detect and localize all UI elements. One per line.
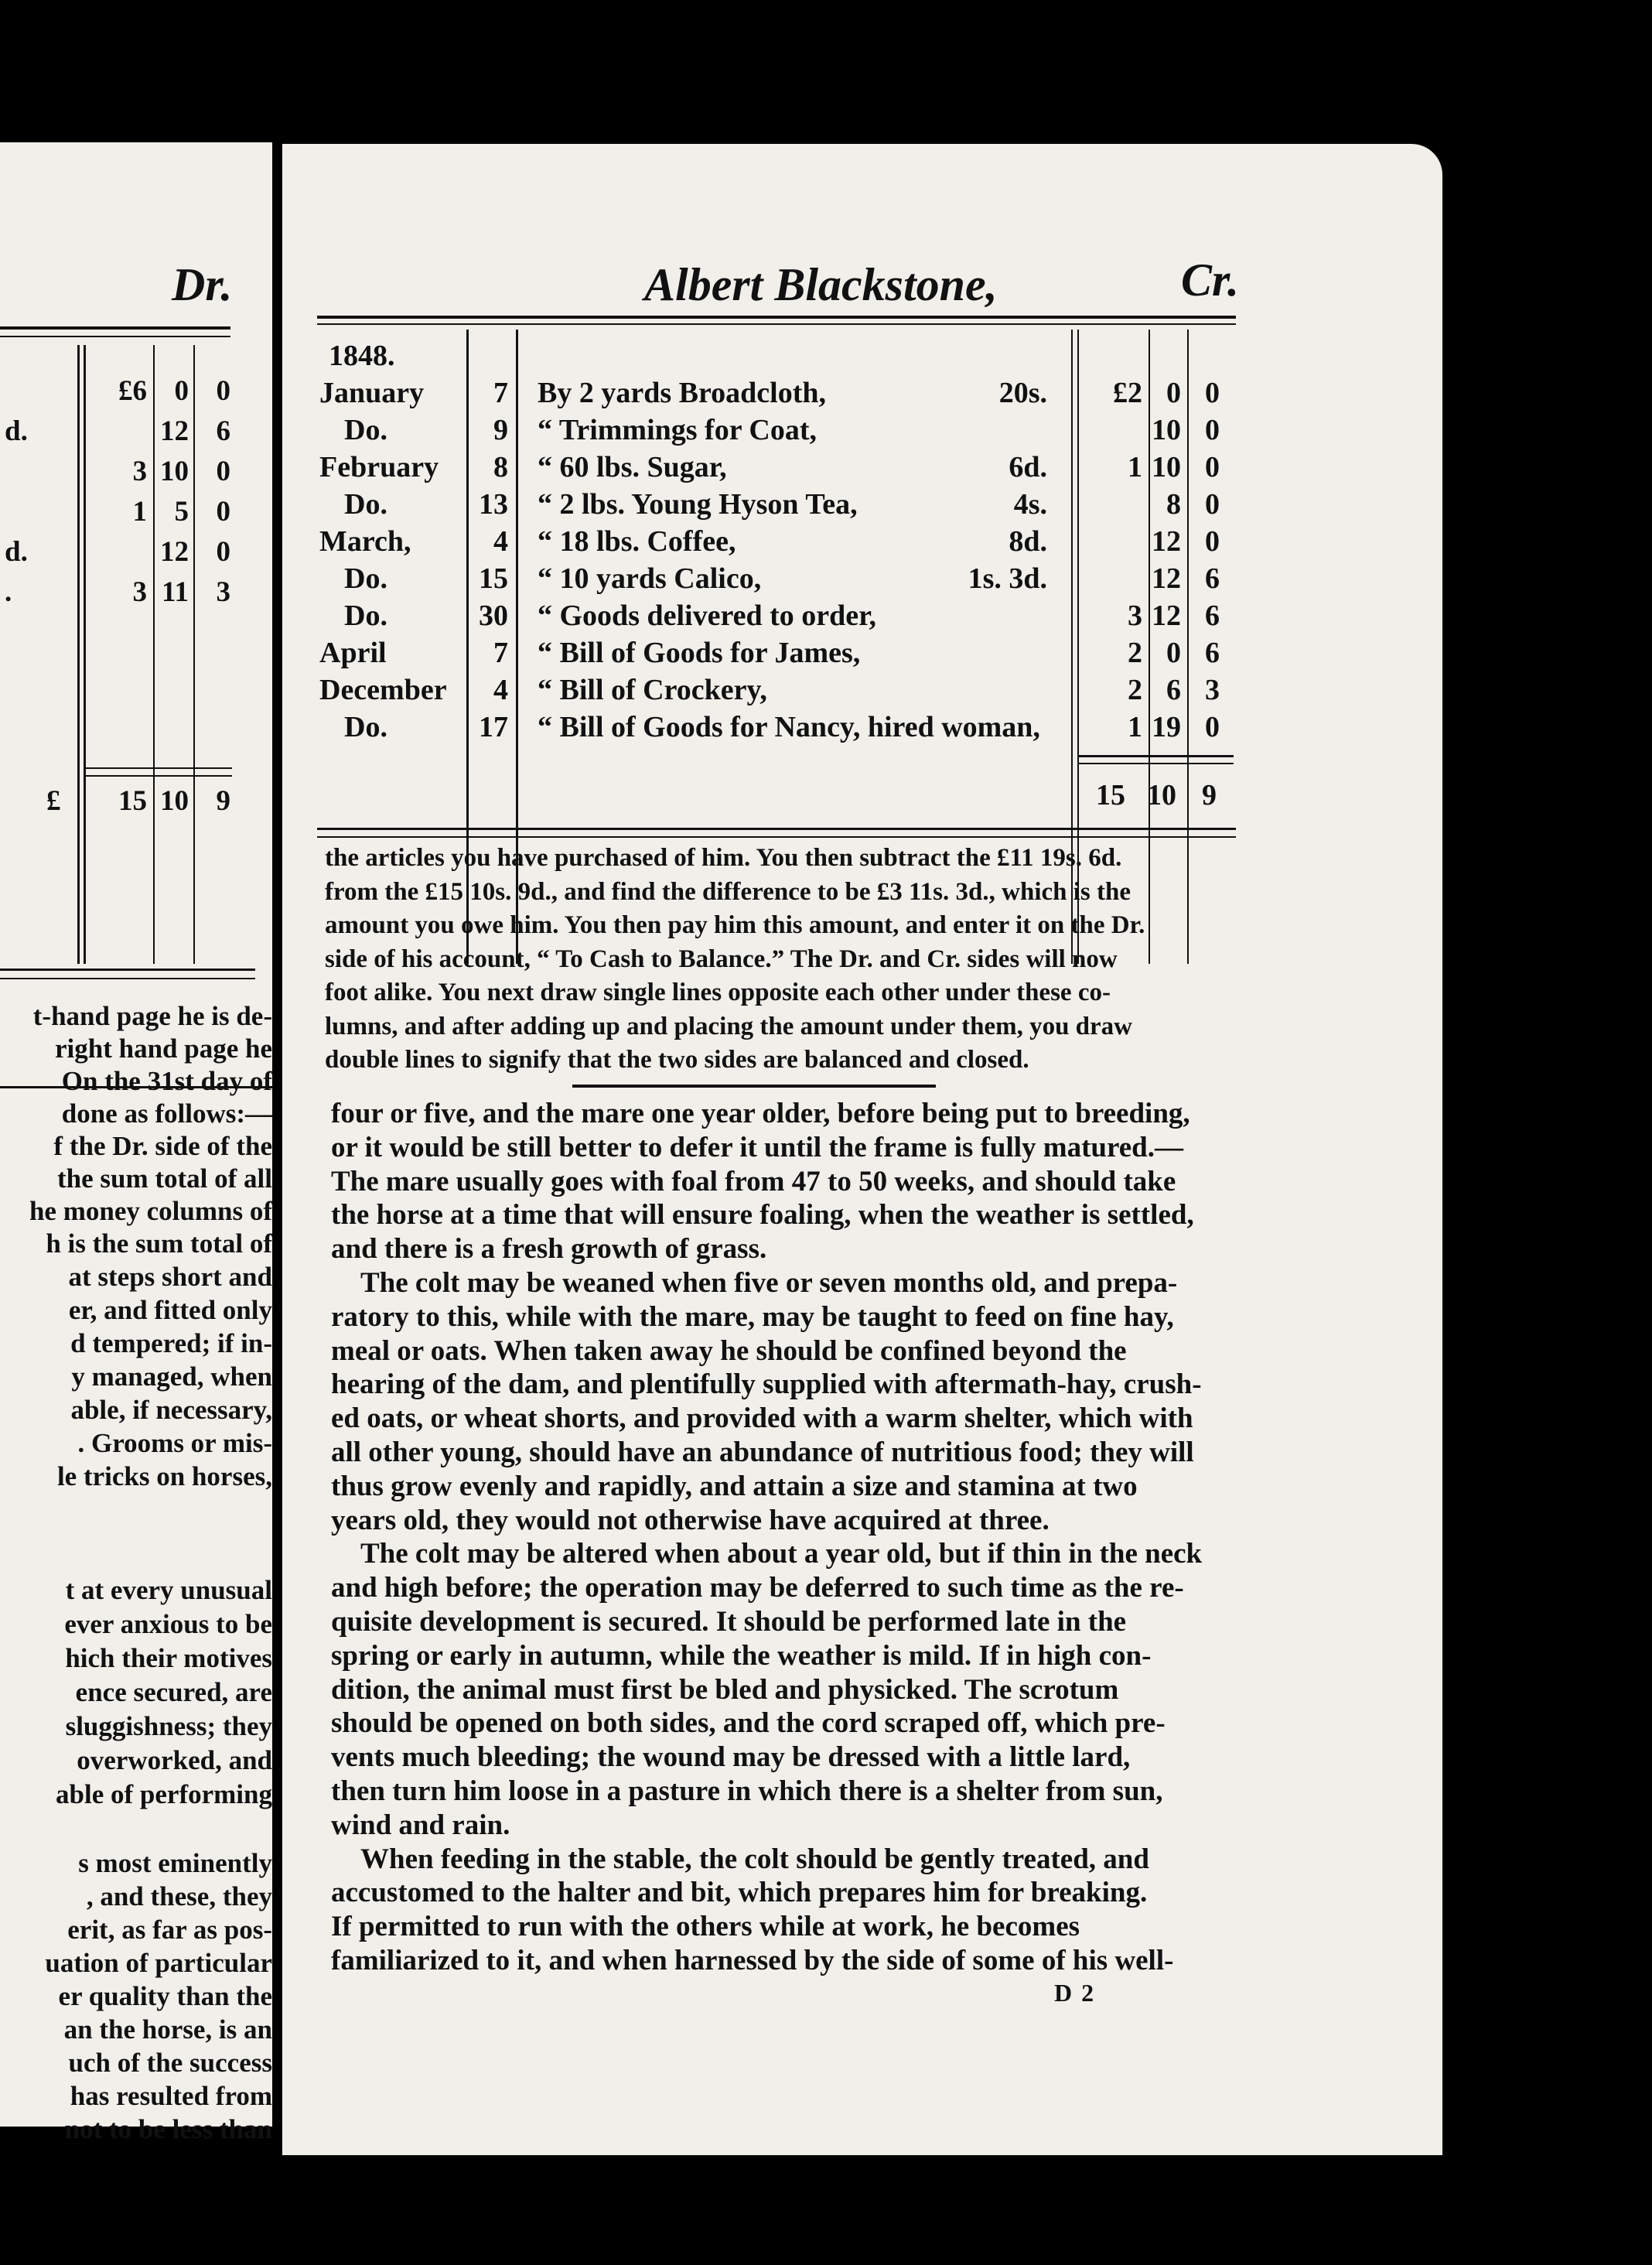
paragraph-line: vents much bleeding; the wound may be dressed with a little lard, <box>331 1741 1131 1774</box>
ledger-month: December <box>319 674 447 706</box>
ledger-month: February <box>319 451 439 483</box>
ledger-row <box>282 413 1288 450</box>
left-header-rule-2 <box>0 336 230 337</box>
ledger-rate: 6d. <box>1009 451 1047 483</box>
left-ledger-pence: 3 <box>216 576 230 608</box>
ledger-title: Albert Blackstone, <box>644 259 998 310</box>
left-text-line: s most eminently <box>78 1848 272 1878</box>
paragraph-line: ratory to this, while with the mare, may be taught to feed on fine hay, <box>331 1300 1174 1333</box>
left-text-line: sluggishness; they <box>65 1711 272 1741</box>
ledger-pounds: 1 <box>1128 711 1142 743</box>
paragraph-line: thus grow evenly and rapidly, and attain a size and stamina at two <box>331 1470 1138 1502</box>
left-text-line: er quality than the <box>58 1981 272 2011</box>
ledger-pence: 0 <box>1205 525 1220 558</box>
paragraph-line: and high before; the operation may be deferred to such time as the re- <box>331 1572 1184 1604</box>
ledger-month: Do. <box>344 414 387 446</box>
left-text-line: able of performing <box>56 1779 272 1809</box>
paragraph-line: lumns, and after adding up and placing the amount under them, you draw <box>325 1012 1133 1040</box>
ledger-pounds: 2 <box>1128 674 1142 706</box>
left-ledger-pence: 0 <box>216 536 230 568</box>
ledger-top-rule-2 <box>317 323 1236 325</box>
left-header-rule <box>0 326 230 330</box>
ledger-shillings: 12 <box>1152 562 1181 595</box>
ledger-total-row <box>282 778 1442 815</box>
left-ledger-shillings: 0 <box>174 375 189 407</box>
paragraph-line: four or five, and the mare one year older, before being put to breeding, <box>331 1098 1190 1129</box>
ledger-pence: 6 <box>1205 562 1220 595</box>
ledger-bottom-rule-2 <box>317 836 1236 838</box>
left-ledger-pence: 0 <box>216 375 230 407</box>
left-text-line: erit, as far as pos- <box>67 1915 272 1945</box>
ledger-top-rule <box>317 316 1236 319</box>
ledger-shillings: 10 <box>1152 414 1181 446</box>
left-text-line: he money columns of <box>29 1196 272 1226</box>
left-text-line: hich their motives <box>65 1643 272 1673</box>
left-text-line: y managed, when <box>71 1361 272 1392</box>
ledger-pence: 0 <box>1205 377 1220 409</box>
left-ledger-shillings: 12 <box>160 536 189 568</box>
ledger-day: 17 <box>479 711 508 743</box>
left-ledger-pounds: 3 <box>132 456 147 487</box>
ledger-year: 1848. <box>329 340 395 372</box>
ledger-shillings: 12 <box>1152 600 1181 632</box>
credit-header: Cr. <box>1181 255 1240 306</box>
paragraph-line: double lines to signify that the two sides are balanced and closed. <box>325 1046 1029 1074</box>
ledger-pence: 0 <box>1205 451 1220 483</box>
paragraph-line: years old, they would not otherwise have acquired at three. <box>331 1504 1050 1536</box>
ledger-day: 7 <box>493 637 508 669</box>
ledger-row <box>282 376 1288 413</box>
ledger-rate: 20s. <box>998 377 1047 409</box>
ledger-month: Do. <box>344 562 387 595</box>
left-total-pound-sign: £ <box>46 785 61 817</box>
paragraph-line: dition, the animal must first be bled and physicked. The scrotum <box>331 1673 1119 1706</box>
ledger-row <box>282 710 1288 747</box>
total-rule <box>1079 755 1234 757</box>
ledger-day: 15 <box>479 562 508 595</box>
paragraph-line: spring or early in autumn, while the weather is mild. If in high con- <box>331 1639 1152 1672</box>
paragraph-line: quisite development is secured. It should be performed late in the <box>331 1606 1127 1638</box>
left-ledger-desc: . <box>5 576 12 608</box>
ledger-row <box>282 524 1288 562</box>
left-text-line: ever anxious to be <box>64 1609 272 1639</box>
total-shillings: 10 <box>1147 779 1176 811</box>
left-text-line: f the Dr. side of the <box>53 1131 272 1161</box>
ledger-pence: 6 <box>1205 637 1220 669</box>
ledger-month: March, <box>319 525 411 558</box>
paragraph-line: then turn him loose in a pasture in which there is a shelter from sun, <box>331 1775 1163 1807</box>
left-text-line: done as follows:— <box>61 1098 272 1129</box>
ledger-description: “ Bill of Goods for Nancy, hired woman, <box>538 711 1040 743</box>
left-text-line: er, and fitted only <box>68 1295 272 1325</box>
ledger-row <box>282 450 1288 487</box>
left-total-rule <box>85 775 232 777</box>
left-text-line: not to be less than <box>64 2114 272 2144</box>
total-pence: 9 <box>1202 779 1217 811</box>
ledger-day: 4 <box>493 674 508 706</box>
left-ledger-shillings: 5 <box>174 496 189 528</box>
paragraph-line: When feeding in the stable, the colt should be gently treated, and <box>360 1843 1149 1875</box>
ledger-row <box>282 599 1288 636</box>
left-ledger-pence: 6 <box>216 415 230 447</box>
paragraph-line: from the £15 10s. 9d., and find the difference to be £3 11s. 3d., which is the <box>325 877 1131 906</box>
left-total-pence: 9 <box>216 785 230 817</box>
ledger-rate: 4s. <box>1013 488 1047 521</box>
left-text-line: t-hand page he is de- <box>32 1001 272 1031</box>
paragraph-line: amount you owe him. You then pay him this amount, and enter it on the Dr. <box>325 911 1145 939</box>
paragraph-line: all other young, should have an abundance of nutritious food; they will <box>331 1437 1194 1468</box>
left-column-rule <box>77 345 80 964</box>
left-text-line: at steps short and <box>68 1262 272 1292</box>
paragraph-line: If permitted to run with the others while at work, he becomes <box>331 1911 1080 1943</box>
left-page <box>0 142 272 2144</box>
ledger-day: 9 <box>493 414 508 446</box>
paragraph-line: The mare usually goes with foal from 47 to 50 weeks, and should take <box>331 1165 1176 1197</box>
left-text-line: right hand page he <box>54 1033 272 1064</box>
left-total-shillings: 10 <box>160 785 189 817</box>
left-column-rule <box>193 345 195 964</box>
ledger-description: “ Bill of Goods for James, <box>538 637 861 669</box>
ledger-rate: 8d. <box>1009 525 1047 558</box>
ledger-month: Do. <box>344 600 387 632</box>
ledger-day: 30 <box>479 600 508 632</box>
ledger-shillings: 12 <box>1152 525 1181 558</box>
ledger-pence: 0 <box>1205 711 1220 743</box>
ledger-description: “ 10 yards Calico, <box>538 562 762 595</box>
ledger-month: Do. <box>344 711 387 743</box>
ledger-description: By 2 yards Broadcloth, <box>538 377 827 409</box>
ledger-description: “ Goods delivered to order, <box>538 600 877 632</box>
paragraph-line: the horse at a time that will ensure foaling, when the weather is settled, <box>331 1199 1194 1232</box>
ledger-shillings: 0 <box>1166 637 1181 669</box>
left-ledger-pence: 0 <box>216 456 230 487</box>
paragraph-line: accustomed to the halter and bit, which prepares him for breaking. <box>331 1877 1148 1909</box>
ledger-day: 13 <box>479 488 508 521</box>
ledger-shillings: 6 <box>1166 674 1181 706</box>
left-ledger-desc: d. <box>5 536 28 568</box>
paragraph-line: meal or oats. When taken away he should be confined beyond the <box>331 1334 1127 1367</box>
paragraph-line: The colt may be altered when about a year old, but if thin in the neck <box>360 1538 1203 1570</box>
left-text-line: . Grooms or mis- <box>77 1428 272 1458</box>
left-text-line: , and these, they <box>86 1881 272 1911</box>
left-text-line: h is the sum total of <box>46 1228 272 1259</box>
left-text-line: has resulted from <box>70 2081 272 2111</box>
ledger-description: “ 18 lbs. Coffee, <box>538 525 736 558</box>
ledger-month: January <box>319 377 425 409</box>
left-dr-header: Dr. <box>172 259 233 310</box>
left-text-line: le tricks on horses, <box>56 1461 272 1491</box>
left-text-line: able, if necessary, <box>70 1395 272 1425</box>
left-ledger-shillings: 10 <box>160 456 189 487</box>
left-text-line: uation of particular <box>45 1948 272 1978</box>
ledger-row <box>282 562 1288 599</box>
left-ledger-shillings: 12 <box>160 415 189 447</box>
ledger-pounds: 2 <box>1128 637 1142 669</box>
ledger-shillings: 0 <box>1166 377 1181 409</box>
ledger-rate: 1s. 3d. <box>968 562 1047 595</box>
ledger-shillings: 19 <box>1152 711 1181 743</box>
left-total-pounds: 15 <box>118 785 147 817</box>
paragraph-line: the articles you have purchased of him. You then subtract the £11 19s. 6d. <box>325 844 1122 872</box>
ledger-pounds: 3 <box>1128 600 1142 632</box>
ledger-row <box>282 487 1288 524</box>
total-rule-2 <box>1079 763 1234 764</box>
section-divider <box>572 1085 936 1088</box>
paragraph-line: and there is a fresh growth of grass. <box>331 1233 767 1266</box>
paragraph-line: ed oats, or wheat shorts, and provided with a warm shelter, which with <box>331 1402 1193 1435</box>
ledger-day: 7 <box>493 377 508 409</box>
signature-mark: D 2 <box>1054 1979 1096 2007</box>
left-section-rule <box>0 969 255 971</box>
ledger-day: 4 <box>493 525 508 558</box>
left-text-line: d tempered; if in- <box>70 1328 272 1358</box>
left-ledger-shillings: 11 <box>162 576 189 608</box>
ledger-row <box>282 636 1288 673</box>
ledger-pence: 0 <box>1205 414 1220 446</box>
ledger-pence: 6 <box>1205 600 1220 632</box>
paragraph-line: should be opened on both sides, and the cord scraped off, which pre- <box>331 1707 1166 1740</box>
left-text-line: the sum total of all <box>56 1163 272 1194</box>
ledger-pounds: 1 <box>1128 451 1142 483</box>
paragraph-line: wind and rain. <box>331 1809 510 1841</box>
paragraph-line: hearing of the dam, and plentifully supplied with aftermath-hay, crush- <box>331 1368 1202 1401</box>
ledger-description: “ Bill of Crockery, <box>538 674 767 706</box>
ledger-bottom-rule <box>317 828 1236 830</box>
left-text-line: t at every unusual <box>65 1575 272 1605</box>
paragraph-line: or it would be still better to defer it until the frame is fully matured.— <box>331 1131 1184 1163</box>
left-ledger-desc: d. <box>5 415 28 447</box>
ledger-pence: 0 <box>1205 488 1220 521</box>
ledger-shillings: 8 <box>1166 488 1181 521</box>
ledger-row <box>282 673 1288 710</box>
ledger-shillings: 10 <box>1152 451 1181 483</box>
right-page <box>282 144 1442 2155</box>
left-ledger-pence: 0 <box>216 496 230 528</box>
left-text-line: uch of the success <box>68 2048 272 2078</box>
paragraph-line: familiarized to it, and when harnessed by the side of some of his well- <box>331 1945 1174 1976</box>
ledger-description: “ 2 lbs. Young Hyson Tea, <box>538 488 858 521</box>
left-text-line: overworked, and <box>77 1745 272 1775</box>
ledger-month: Do. <box>344 488 387 521</box>
left-ledger-pounds: £6 <box>118 375 147 407</box>
paragraph-line: side of his account, “ To Cash to Balance.” The Dr. and Cr. sides will now <box>325 945 1118 973</box>
ledger-pounds: £2 <box>1113 377 1142 409</box>
left-column-rule <box>153 345 155 964</box>
paragraph-line: foot alike. You next draw single lines opposite each other under these co- <box>325 979 1111 1006</box>
left-text-line: an the horse, is an <box>63 2014 272 2045</box>
left-text-line: On the 31st day of <box>61 1066 272 1096</box>
left-total-rule <box>85 767 232 769</box>
left-column-rule <box>84 345 86 964</box>
left-text-line: ence secured, are <box>75 1677 272 1707</box>
left-section-rule <box>0 978 255 979</box>
total-pounds: 15 <box>1096 779 1125 811</box>
left-ledger-pounds: 1 <box>132 496 147 528</box>
ledger-pence: 3 <box>1205 674 1220 706</box>
ledger-description: “ Trimmings for Coat, <box>538 414 817 446</box>
ledger-month: April <box>319 637 387 669</box>
ledger-day: 8 <box>493 451 508 483</box>
ledger-description: “ 60 lbs. Sugar, <box>538 451 727 483</box>
paragraph-line: The colt may be weaned when five or seven months old, and prepa- <box>360 1267 1178 1299</box>
left-ledger-pounds: 3 <box>132 576 147 608</box>
